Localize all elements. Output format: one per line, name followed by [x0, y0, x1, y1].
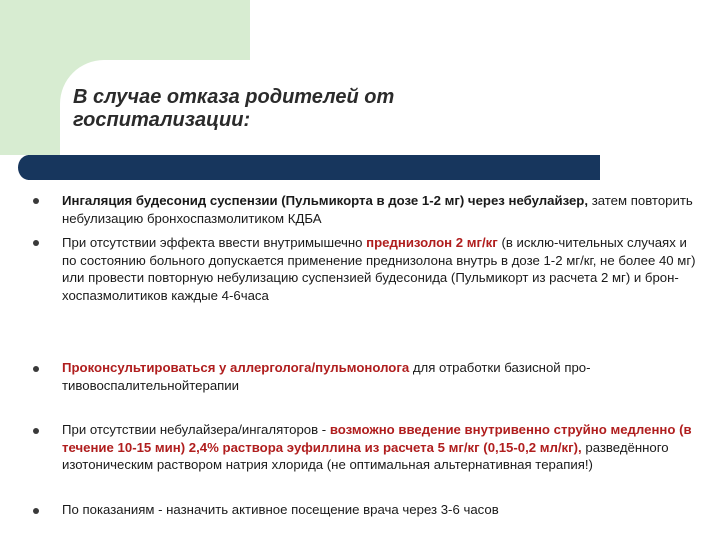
- item-4-highlight: возможно введение внутривенно струйно медленно (в течение 10-15 мин) 2,4% раствора эуфиллина из расчета 5 мг/кг (0,15-0,2 мл/кг),: [62, 422, 692, 455]
- bullet-dot-icon: [33, 198, 39, 204]
- list-item: [62, 421, 698, 474]
- item-2-text-a: При отсутствии эффекта ввести внутримышечно: [62, 235, 367, 250]
- list-item: [62, 359, 698, 394]
- list-item: [62, 192, 698, 227]
- list-item: [62, 501, 698, 519]
- list-item: [62, 234, 698, 304]
- bullet-dot-icon: [33, 428, 39, 434]
- item-5-text: По показаниям - назначить активное посещение врача через 3-6 часов: [62, 502, 499, 517]
- item-3-highlight: Проконсультироваться у аллерголога/пульмонолога: [62, 360, 410, 375]
- item-2-highlight: преднизолон 2 мг/кг: [366, 235, 498, 250]
- item-1-bold-text: Ингаляция будесонид суспензии (Пульмикорта в дозе 1-2 мг) через небулайзер,: [62, 193, 589, 208]
- bullet-dot-icon: [33, 366, 39, 372]
- item-4-text-a: При отсутствии небулайзера/ингаляторов -: [62, 422, 330, 437]
- item-4-text-b: разведённого изотоническим раствором натрия хлорида (не оптимальная альтернативная терапия!): [62, 439, 669, 473]
- item-3-text: для отработки базисной про-тивовоспалительнойтерапии: [62, 360, 591, 393]
- bullet-dot-icon: [33, 508, 39, 514]
- slide-title-line-2: госпитализации:: [73, 109, 251, 131]
- item-2-text-b: (в исклю-чительных случаях и по состоянию больного допускается применение преднизолона внутрь в дозе 1-2 мг/кг, не более 40 мг) или провести повторную небулизацию суспензией будесонида (Пульмикорт из расчета 2 мг) и брон-хоспазмолитиков каждые 4-6часа: [62, 235, 696, 303]
- bullet-dot-icon: [33, 240, 39, 246]
- slide-title-line-1: В случае отказа родителей от: [73, 86, 395, 108]
- item-1-text: затем повторить небулизацию бронхоспазмолитиком КДБА: [62, 193, 693, 226]
